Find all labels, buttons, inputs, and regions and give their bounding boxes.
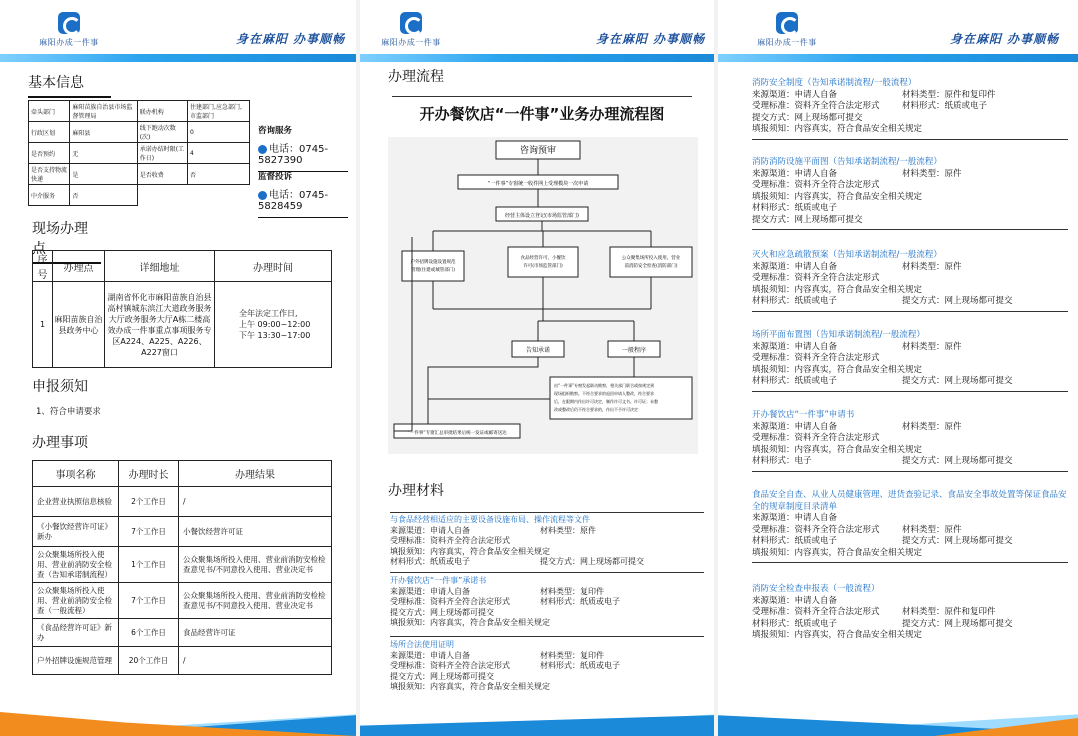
bottom-wave (360, 700, 714, 736)
material-item: 食品安全自查、从业人员健康管理、进货查验记录、食品安全事故处置等保证食品安全的规章制度目录清单 来源渠道：申请人自备 受理标准：资料齐全符合法定形式 材料类型：原件 材料形式：纸质或电子 提交方式：网上现场都可提交 填报须知：内容真实，符合食品安全相关规定 (752, 490, 1068, 563)
material-item: 与食品经营相适应的主要设备设施布局、操作流程等文件 来源渠道：申请人自备 材料类型：原件 受理标准：资料齐全符合法定形式 填报须知：内容真实，符合食品安全相关规定 材料形式：纸质或电子 提交方式：网上现场都可提交 (390, 512, 704, 568)
slogan: 身在麻阳 办事顺畅 (596, 32, 706, 46)
material-item: 消防消防设施平面图（告知承诺制流程/一般流程） 来源渠道：申请人自备 材料类型：原件 受理标准：资料齐全符合法定形式 填报须知：内容真实，符合食品安全相关规定 材料形式：纸质或电子 提交方式：网上现场都可提交 (752, 157, 1068, 230)
flowchart-svg (388, 137, 698, 454)
svg-text:“一件事”专窗统一收件网上受理模块一次申请: “一件事”专窗统一收件网上受理模块一次申请 (487, 181, 589, 187)
svg-text:改或整改后仍不符合要求的，作出不予许可决定: 改或整改后仍不符合要求的，作出不予许可决定 (554, 407, 638, 412)
logo: 麻阳办成一件事 (24, 12, 114, 48)
logo: 麻阳办成一件事 (742, 12, 832, 48)
phone-icon (258, 145, 267, 154)
bottom-wave (718, 700, 1078, 736)
basic-info: 基本信息 (28, 72, 111, 98)
svg-text:经营主体设立登记(市场监管部门): 经营主体设立登记(市场监管部门) (505, 213, 579, 219)
materials-section: 办理材料 (388, 483, 444, 499)
flow-consult-label: 咨询预审 (519, 146, 557, 156)
slogan: 身在麻阳 办事顺畅 (236, 32, 346, 46)
items-table: 事项名称 办理时长 办理结果 企业营业执照信息核验 2个工作日 / 《小餐饮经营许可证》新办 7个工作日 小餐饮经营许可证 公众聚集场所投入使用、营业前消防安全检查（告知承诺制流程） 1个工作日 公众聚集场所投入使用、营业前消防安检检查意见书/不同意投入使用、营业决定书 公众聚集场所投入使用、营业前消防安全检查（一般流程） 7个工作日 公众聚集场所投入使用、营业前消防安检检查意见书/不同意投入使用、营业决定书 《食品经营许可证》新办 6个工作日 食品经营许可证 户外招牌设施规范管理 20个工作日 / (32, 460, 332, 675)
site-section: 现场办理点 (32, 218, 101, 264)
consult-service: 咨询服务 电话：0745-5827390 (258, 124, 348, 172)
supervise-complaint: 监督投诉 电话：0745-5828459 (258, 170, 348, 218)
node-b1 (402, 251, 464, 281)
items-section: 办理事项 (32, 435, 88, 451)
site-table: 序号 办理点 详细地址 办理时间 1 麻阳苗族自治县政务中心 湖南省怀化市麻阳苗族自治县高村镇城东滨江大道政务服务大厅政务服务大厅A栋二楼高效办成一件事重点事项服务专区A224、A225、A226、A227窗口 全年法定工作日, 上午 09:00~12:00 下午 13:30~17:00 (32, 250, 332, 368)
header (718, 0, 1078, 62)
header (0, 0, 356, 62)
material-item: 场所平面布置图（告知承诺制流程/一般流程） 来源渠道：申请人自备 材料类型：原件 受理标准：资料齐全符合法定形式 填报须知：内容真实，符合食品安全相关规定 材料形式：纸质或电子 提交方式：网上现场都可提交 (752, 330, 1068, 392)
svg-text:许可(市场监管部门): 许可(市场监管部门) (523, 264, 563, 269)
flow-heading: 开办餐饮店“一件事”业务办理流程图 (392, 96, 692, 124)
svg-text:告知承诺: 告知承诺 (525, 347, 551, 354)
logo: 麻阳办成一件事 (366, 12, 456, 48)
node-b2 (508, 247, 578, 277)
svg-text:“一件事”专窗汇总审批结果后统一发证或邮寄送达: “一件事”专窗汇总审批结果后统一发证或邮寄送达 (407, 431, 507, 436)
svg-text:后，在限期内作出许可决定，制作许可文书、许可证；未整: 后，在限期内作出许可决定，制作许可文书、许可证；未整 (554, 399, 658, 404)
node-b3 (610, 247, 692, 277)
logo-icon (58, 12, 80, 34)
notice-section: 申报须知 (32, 379, 88, 395)
material-item: 开办餐饮店“一件事”申请书 来源渠道：申请人自备 材料类型：原件 受理标准：资料齐全符合法定形式 填报须知：内容真实，符合食品安全相关规定 材料形式：电子 提交方式：网上现场都可提交 (752, 410, 1068, 472)
panel-right (718, 0, 1078, 736)
material-item: 消防安全检查申报表（一般流程） 来源渠道：申请人自备 受理标准：资料齐全符合法定形式 材料类型：原件和复印件 材料形式：纸质或电子 提交方式：网上现场都可提交 填报须知：内容真实，符合食品安全相关规定 (752, 584, 1013, 640)
svg-text:一般程序: 一般程序 (621, 347, 647, 354)
svg-text:现场组织勘察。不符合要求的退回申请人整改，符合要求: 现场组织勘察。不符合要求的退回申请人整改，符合要求 (554, 391, 654, 396)
svg-text:户外招牌设施设置规范: 户外招牌设施设置规范 (410, 260, 456, 265)
material-item: 消防安全制度（告知承诺制流程/一般流程） 来源渠道：申请人自备 材料类型：原件和复印件 受理标准：资料齐全符合法定形式 材料形式：纸质或电子 提交方式：网上现场都可提交 填报须知：内容真实，符合食品安全相关规定 (752, 78, 1068, 140)
svg-text:公众聚集场所投入使用、营业: 公众聚集场所投入使用、营业 (621, 256, 681, 261)
logo-icon (400, 12, 422, 34)
bottom-wave (0, 700, 356, 736)
phone-icon (258, 191, 267, 200)
supervise-phone[interactable]: 电话：0745-5828459 (258, 186, 348, 218)
svg-text:由“一件事”专窗发起联动勘察，相关部门联合或按规定到: 由“一件事”专窗发起联动勘察，相关部门联合或按规定到 (554, 383, 655, 388)
slogan: 身在麻阳 办事顺畅 (950, 32, 1060, 46)
svg-text:前消防安全检查(消防部门): 前消防安全检查(消防部门) (624, 264, 678, 269)
material-item: 场所合法使用证明 来源渠道：申请人自备 材料类型：复印件 受理标准：资料齐全符合法定形式 材料形式：纸质或电子 提交方式：网上现场都可提交 填报须知：内容真实，符合食品安全相关规定 (390, 636, 704, 693)
material-item: 开办餐饮店“一件事”承诺书 来源渠道：申请人自备 材料类型：复印件 受理标准：资料齐全符合法定形式 材料形式：纸质或电子 提交方式：网上现场都可提交 填报须知：内容真实，符合食品安全相关规定 (390, 572, 704, 629)
panel-left: 麻阳办成一件事 身在麻阳 办事顺畅 基本信息 牵头部门 麻阳苗族自治县市场监督管理局 联办机构 住建部门,应急部门,市监部门 行政区划 麻阳县 线下跑动次数(次) 0 是否预约 无 承诺办结时限(工作日) 4 是否支持物流快递 是 是否收费 否 中介服务 否 咨询服务 电话：0745-5827390 监督投诉 电话：0745-5828459 现场办理点 序号 办理点 详细地址 办理时间 1 麻阳苗族自治县政务中心 湖南省怀化市麻阳苗族自治县高村镇城东滨江大道政务服务大厅政务服务大厅A栋二楼高效办成一件事重点事项服务专区A224、A225、A226、A227窗口 全年法定工作日, 上午 09:00~12:00 下午 13:30~17:00 申报须知 1、符合申请要求 办理事项 事项名称 办理时长 办理结果 企业营业执照信息核验 2个工作日 / 《小餐饮经营许可证》新办 7个工作日 小餐饮经营许可证 公众聚集场所投入使用、营业前消防安全检查（告知承诺制流程） 1个工作日 公众聚集场所投入使用、营业前消防安检检查意见书/不同意投入使用、营业决定书 公众聚集场所投入使用、营业前消防安全检查（一般流程） 7个工作日 公众聚集场所投入使用、营业前消防安检检查意见书/不同意投入使用、营业决定书 《食品经营许可证》新办 6个工作日 食品经营许可证 户外招牌设施规范管理 20个工作日 / (0, 0, 356, 736)
svg-text:食品经营许可、小餐饮: 食品经营许可、小餐饮 (520, 256, 566, 261)
logo-icon (776, 12, 798, 34)
flow-section: 办理流程 (388, 69, 444, 85)
basic-table: 牵头部门 麻阳苗族自治县市场监督管理局 联办机构 住建部门,应急部门,市监部门 行政区划 麻阳县 线下跑动次数(次) 0 是否预约 无 承诺办结时限(工作日) 4 是否支持物流快递 是 是否收费 否 中介服务 否 (28, 100, 250, 206)
panel-middle (360, 0, 714, 736)
svg-text:管理(住建或城管部门): 管理(住建或城管部门) (410, 268, 456, 273)
material-item: 灭火和应急疏散预案（告知承诺制流程/一般流程） 来源渠道：申请人自备 材料类型：原件 受理标准：资料齐全符合法定形式 填报须知：内容真实，符合食品安全相关规定 材料形式：纸质或电子 提交方式：网上现场都可提交 (752, 250, 1068, 312)
consult-phone[interactable]: 电话：0745-5827390 (258, 140, 348, 172)
flowchart (388, 137, 698, 454)
header (360, 0, 714, 62)
